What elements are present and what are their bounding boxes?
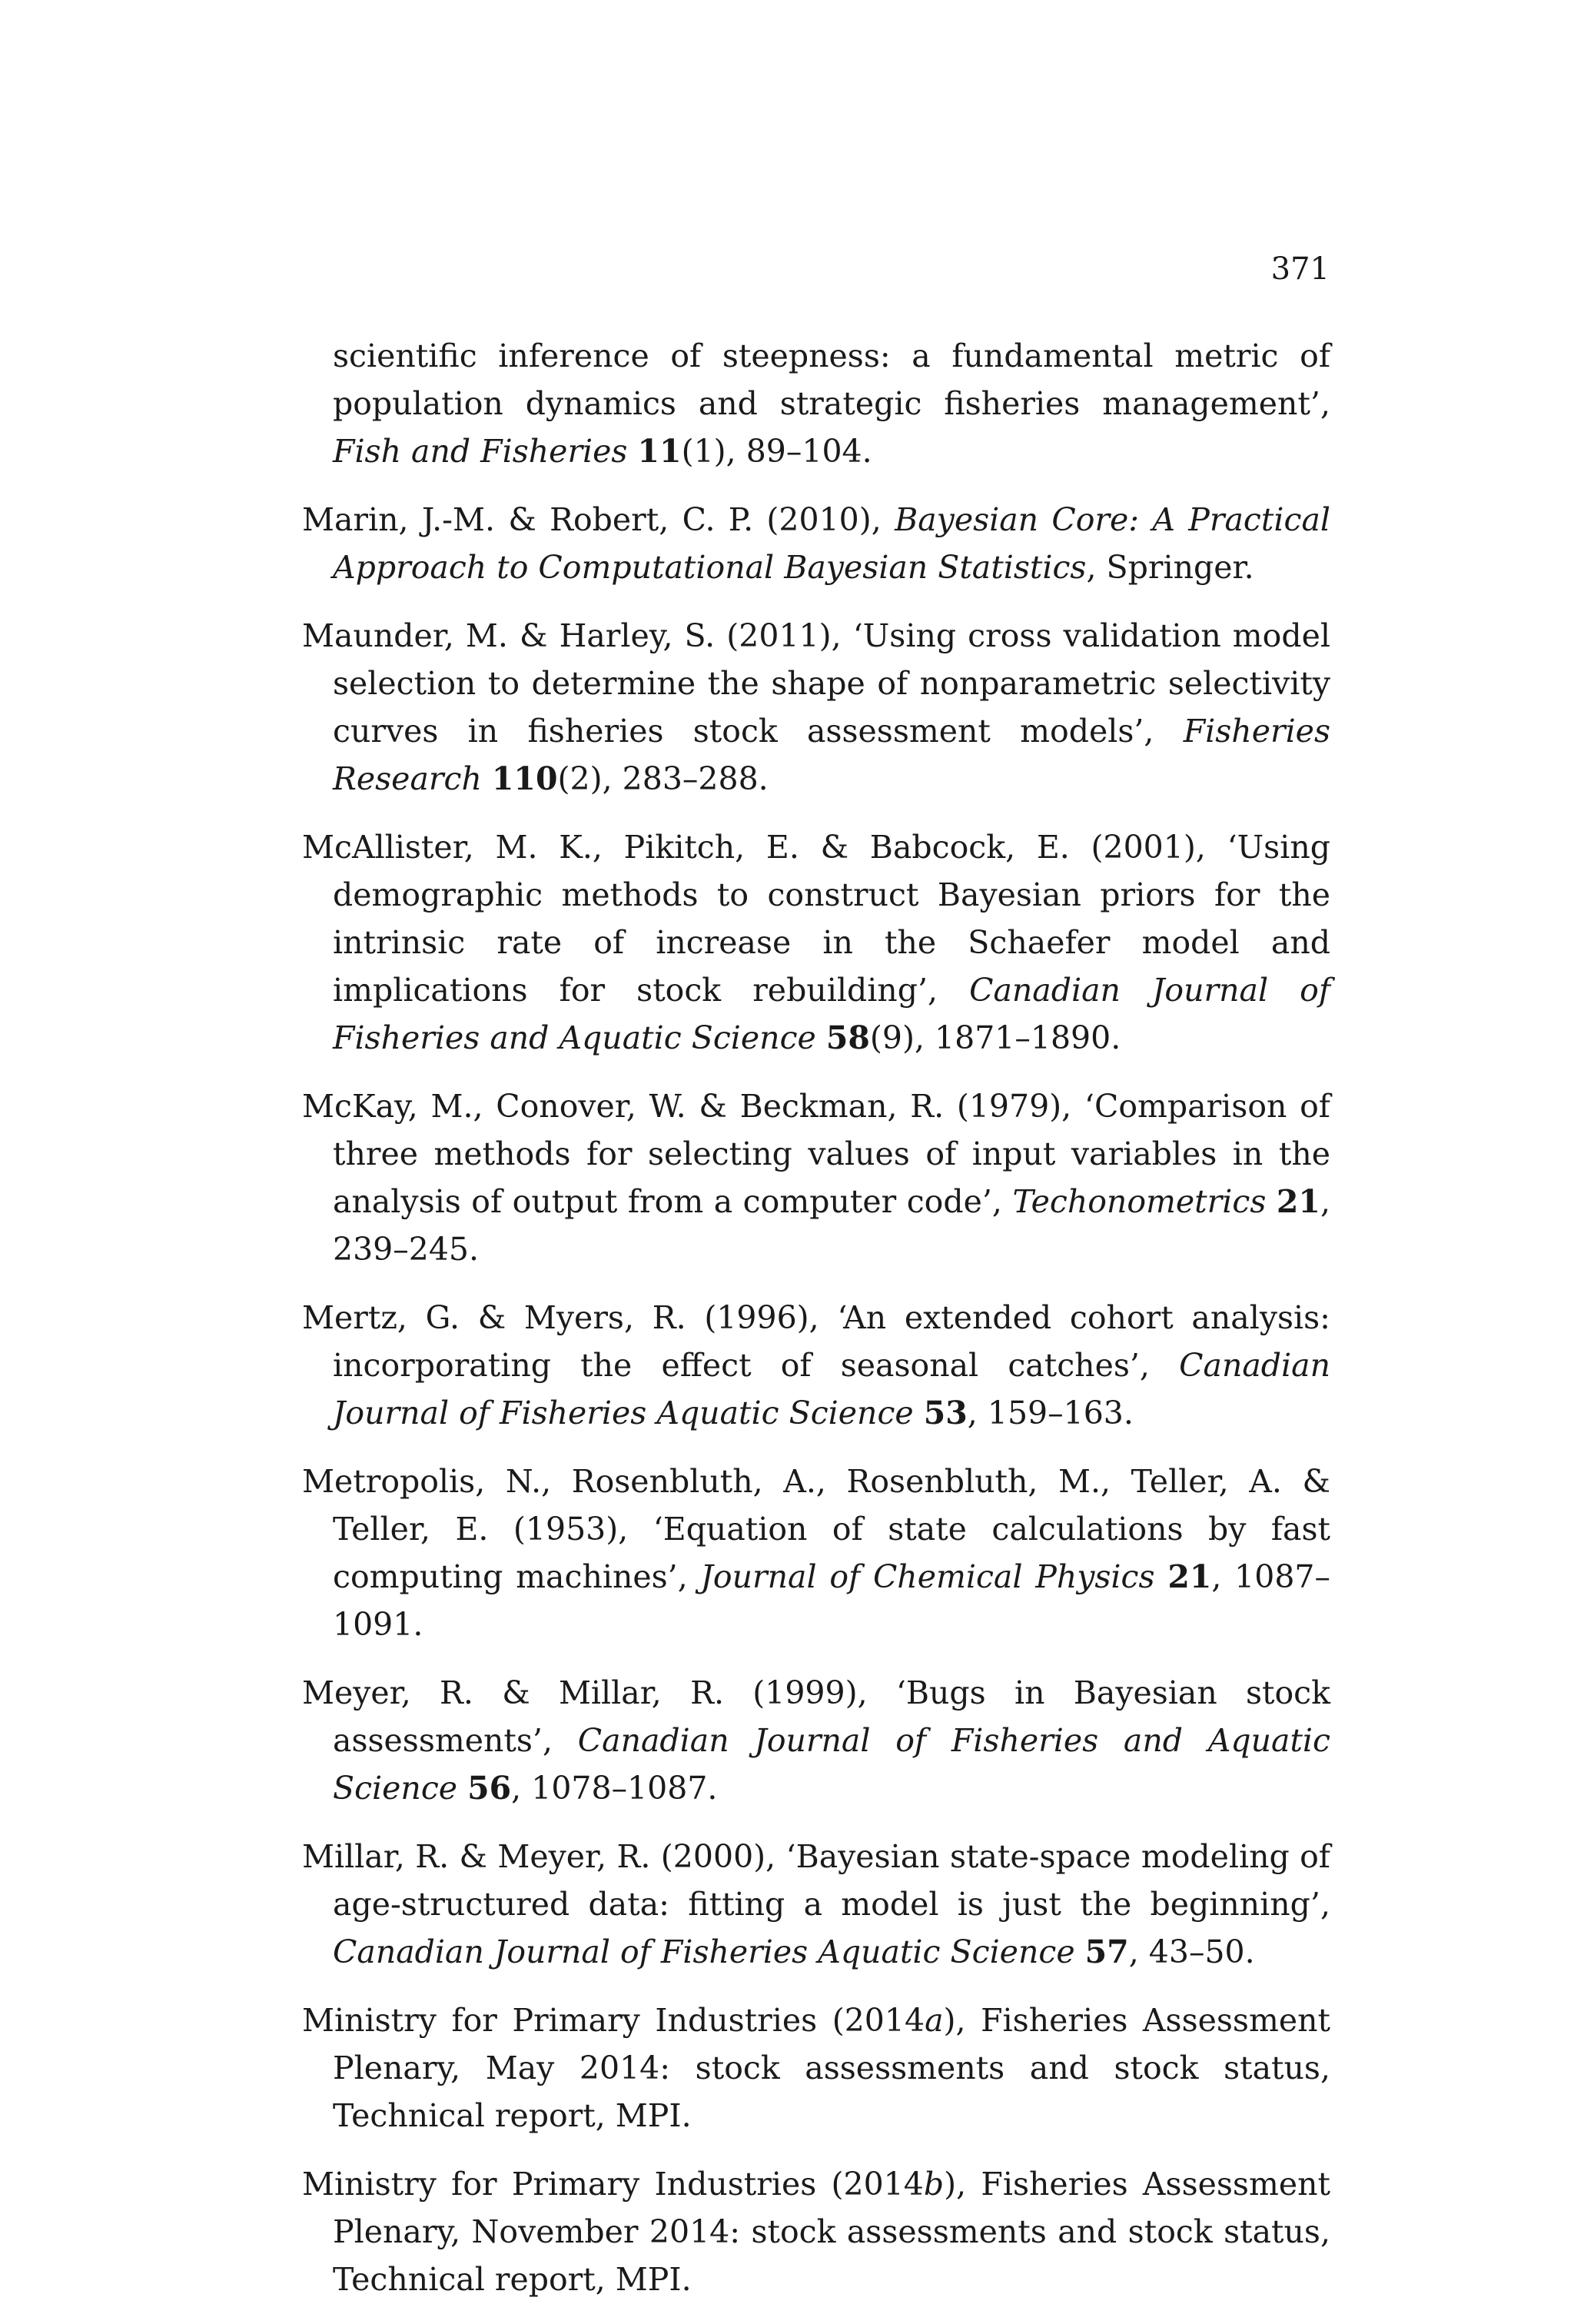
reference-text: ), Fisheries Assessment Plenary, November 2014: stock assessments and stock status, Technical report, MPI. <box>333 2166 1330 2298</box>
reference-text <box>816 1019 826 1056</box>
reference-italic-text: Fish and Fisheries <box>333 433 628 470</box>
page-number: 371 <box>1270 251 1330 287</box>
reference-text <box>457 1770 467 1807</box>
reference-italic-text: Journal of Chemical Physics <box>700 1558 1155 1595</box>
reference-text: Meyer, R. & Millar, R. (1999), ‘Bugs in Bayesian stock assessments’, <box>302 1674 1330 1759</box>
reference-text: , 1087–1091. <box>333 1558 1330 1643</box>
reference-italic-text: b <box>923 2166 945 2203</box>
reference-text: (1), 89–104. <box>681 433 872 470</box>
reference-entry <box>302 823 1330 1062</box>
reference-volume: 21 <box>1276 1183 1320 1220</box>
reference-text: Ministry for Primary Industries (2014 <box>302 2002 925 2039</box>
reference-text: Maunder, M. & Harley, S. (2011), ‘Using cross validation model selection to determine the shape of nonparametric selectivity curves in fisheries stock assessment models’, <box>302 617 1330 750</box>
reference-text: , 1078–1087. <box>511 1770 718 1807</box>
reference-entry <box>302 1082 1330 1273</box>
reference-italic-text: a <box>925 2002 944 2039</box>
reference-italic-text: Fisheries Research <box>333 713 1330 797</box>
reference-text: Ministry for Primary Industries (2014 <box>302 2166 924 2203</box>
reference-entry <box>302 1669 1330 1812</box>
reference-text <box>627 433 637 470</box>
reference-entry <box>302 496 1330 591</box>
reference-entry-continued <box>302 332 1330 475</box>
reference-text <box>914 1395 924 1431</box>
reference-volume: 11 <box>637 433 682 470</box>
reference-volume: 57 <box>1084 1933 1129 1970</box>
reference-text: ), Fisheries Assessment Plenary, May 2014: stock assessments and stock status, Technical report, MPI. <box>333 2002 1330 2134</box>
reference-text <box>482 760 492 797</box>
reference-text: , Springer. <box>1086 549 1254 586</box>
reference-text: Millar, R. & Meyer, R. (2000), ‘Bayesian state-space modeling of age-structured data: fitting a model is just the beginning’, <box>302 1838 1330 1923</box>
reference-text: McKay, M., Conover, W. & Beckman, R. (1979), ‘Comparison of three methods for selecting values of input variables in the analysis of output from a computer code’, <box>302 1088 1330 1220</box>
reference-volume: 56 <box>467 1770 512 1807</box>
reference-text <box>1155 1558 1168 1595</box>
reference-volume: 53 <box>923 1395 968 1431</box>
reference-text: Metropolis, N., Rosenbluth, A., Rosenbluth, M., Teller, A. & Teller, E. (1953), ‘Equation of state calculations by fast computing machines’, <box>302 1463 1330 1595</box>
reference-italic-text: Canadian Journal of Fisheries and Aquatic Science <box>333 1722 1330 1807</box>
reference-text: scientific inference of steepness: a fundamental metric of population dynamics and strategic fisheries management’, <box>333 337 1330 422</box>
reference-entry <box>302 1458 1330 1648</box>
reference-italic-text: Canadian Journal of Fisheries and Aquatic Science <box>333 972 1330 1056</box>
reference-text: , 239–245. <box>333 1183 1330 1268</box>
reference-volume: 21 <box>1167 1558 1212 1595</box>
reference-text: Mertz, G. & Myers, R. (1996), ‘An extended cohort analysis: incorporating the effect of seasonal catches’, <box>302 1299 1330 1384</box>
reference-text: , 43–50. <box>1128 1933 1255 1970</box>
reference-entry <box>302 1997 1330 2139</box>
reference-text <box>1075 1933 1085 1970</box>
reference-list <box>302 332 1330 2324</box>
reference-text: (2), 283–288. <box>557 760 769 797</box>
reference-volume: 58 <box>825 1019 870 1056</box>
reference-volume: 110 <box>491 760 558 797</box>
reference-entry <box>302 612 1330 803</box>
reference-entry <box>302 2160 1330 2303</box>
reference-text: McAllister, M. K., Pikitch, E. & Babcock, E. (2001), ‘Using demographic methods to construct Bayesian priors for the intrinsic rate of increase in the Schaefer model and implications for stock rebuilding’, <box>302 829 1330 1009</box>
reference-italic-text: Canadian Journal of Fisheries Aquatic Science <box>333 1933 1075 1970</box>
reference-italic-text: Techonometrics <box>1012 1183 1267 1220</box>
reference-text: , 159–163. <box>967 1395 1134 1431</box>
reference-italic-text: Bayesian Core: A Practical Approach to Computational Bayesian Statistics <box>333 501 1331 586</box>
reference-entry <box>302 1294 1330 1437</box>
reference-text: Marin, J.-M. & Robert, C. P. (2010), <box>302 501 895 538</box>
reference-italic-text: Canadian Journal of Fisheries Aquatic Science <box>333 1347 1330 1431</box>
reference-text <box>1266 1183 1277 1220</box>
reference-entry <box>302 1833 1330 1976</box>
reference-text: (9), 1871–1890. <box>869 1019 1121 1056</box>
